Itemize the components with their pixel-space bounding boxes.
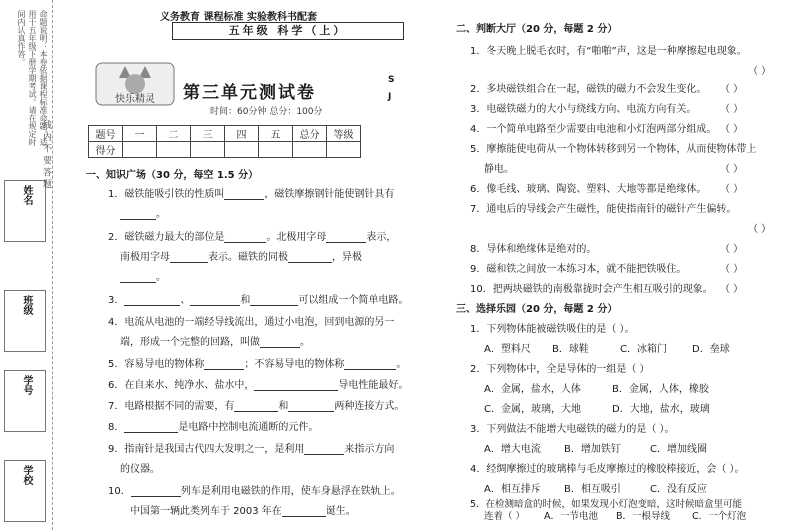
binding-strip — [0, 0, 53, 530]
judge-item-7: 7．通电后的导线会产生磁性，能使指南针的磁针产生偏转。 — [470, 204, 737, 215]
judge-item-1: 1．冬天晚上脱毛衣时，有“啪啪”声，这是一种摩擦起电现象。 — [470, 46, 747, 57]
series-header: 义务教育 课程标准 实验教科书配套 — [160, 12, 317, 23]
choice-option[interactable]: C．金属，玻璃，大地 — [484, 404, 581, 415]
question-8: 8． 是电路中控制电流通断的元件。 — [108, 422, 319, 433]
seal-line-label: 线 内 不 要 答 题 — [41, 120, 51, 189]
score-header: 二 — [157, 126, 191, 142]
question-5: 5．容易导电的物体称 ；不容易导电的物体称 。 — [108, 359, 407, 370]
question-10: 10． 列车是利用电磁铁的作用，使车身悬浮在铁轨上。 — [108, 486, 401, 497]
judge-item-2: 2．多块磁铁组合在一起，磁铁的磁力不会发生变化。 — [470, 84, 707, 95]
judge-answer-4[interactable]: （ ） — [720, 124, 744, 135]
question-9: 9．指南针是我国古代四大发明之一，是利用 来指示方向 — [108, 444, 395, 455]
choice-question-1: 1．下列物体能被磁铁吸住的是（ ）。 — [470, 324, 635, 335]
score-header: 题号 — [89, 126, 123, 142]
choice-options-2a — [484, 380, 709, 395]
question-2-blank: 。 — [120, 268, 166, 283]
judge-item-4: 4．一个简单电路至少需要由电池和小灯泡两部分组成。 — [470, 124, 717, 135]
judge-answer-7[interactable]: （ ） — [748, 224, 772, 235]
question-2: 2．磁铁磁力最大的部位是 。北极用字母 表示， — [108, 232, 397, 243]
score-cell[interactable] — [123, 142, 157, 158]
judge-item-6: 6．像毛线、玻璃、陶瓷、塑料、大地等都是绝缘体。 — [470, 184, 707, 195]
time-score: 时间：60分钟 总分：100分 — [210, 107, 323, 117]
id-field-box — [4, 370, 46, 432]
question-7: 7．电路根据不同的需要，有 和 两种连接方式。 — [108, 401, 405, 412]
class-field-label: 班级 — [21, 295, 32, 315]
judge-answer-6[interactable]: （ ） — [720, 184, 744, 195]
name-field-box — [4, 180, 46, 242]
choice-options-3 — [484, 440, 707, 455]
score-header: 五 — [259, 126, 293, 142]
question-1: 1．磁铁能吸引铁的性质叫 ，磁铁摩擦钢针能使钢针具有 — [108, 189, 395, 200]
score-cell[interactable] — [191, 142, 225, 158]
choice-option[interactable]: B．增加铁钉 — [564, 444, 621, 455]
binding-notice: 命题说明：本卷依据课程标准命题，适用于五年级下册学期考试。请在规定时间内认真作答。 — [17, 10, 48, 146]
school-field-box — [4, 460, 46, 522]
choice-question-4: 4．经绸摩擦过的玻璃棒与毛皮摩擦过的橡胶棒接近，会（ ）。 — [470, 464, 745, 475]
sj-mark: S J — [388, 75, 395, 102]
score-cell[interactable] — [157, 142, 191, 158]
choice-question-5-cont: 连着（ ） A．一节电池 B．一根导线 C．一个灯泡 — [484, 508, 746, 522]
choice-option[interactable]: C．没有反应 — [650, 484, 707, 495]
question-4: 4．电流从电池的一端经导线流出，通过小电泡，回到电源的另一 — [108, 317, 395, 328]
choice-option[interactable]: A．塑料尺 — [484, 344, 531, 355]
choice-question-2: 2．下列物体中，全是导体的一组是（ ） — [470, 364, 650, 375]
choice-option[interactable]: C．增加线圈 — [650, 444, 707, 455]
judge-item-5: 5．摩擦能使电荷从一个物体转移到另一个物体，从而使物体带上 — [470, 144, 757, 155]
choice-option[interactable]: A．相互排斥 — [484, 484, 541, 495]
id-field-label: 学号 — [21, 375, 32, 395]
choice-option[interactable]: A．一节电池 — [544, 511, 598, 522]
question-6: 6．在自来水、纯净水、盐水中， 导电性能最好。 — [108, 380, 409, 391]
score-header: 四 — [225, 126, 259, 142]
score-cell[interactable] — [293, 142, 327, 158]
score-cell[interactable] — [225, 142, 259, 158]
judge-answer-3[interactable]: （ ） — [720, 104, 744, 115]
judge-answer-9[interactable]: （ ） — [720, 264, 744, 275]
judge-answer-10[interactable]: （ ） — [720, 284, 744, 295]
choice-option[interactable]: B．金属，人体，橡胶 — [612, 384, 709, 395]
class-field-box — [4, 290, 46, 352]
judge-answer-2[interactable]: （ ） — [720, 84, 744, 95]
choice-options-1 — [484, 340, 730, 355]
judge-answer-1[interactable]: （ ） — [748, 66, 772, 77]
choice-option[interactable]: C．冰箱门 — [620, 344, 667, 355]
choice-option[interactable]: B．一根导线 — [616, 511, 671, 522]
score-table-score-row — [89, 142, 361, 158]
judge-item-3: 3．电磁铁磁力的大小与绕线方向、电流方向有关。 — [470, 104, 697, 115]
question-3: 3． 、 和 可以组成一个简单电路。 — [108, 295, 409, 306]
score-table — [88, 125, 361, 158]
judge-item-5-cont: 静电。 — [484, 164, 514, 175]
choice-options-2b — [484, 400, 710, 415]
mascot-logo — [95, 62, 175, 106]
logo-text: 快乐精灵 — [115, 94, 155, 105]
question-1-cont: 。 — [120, 205, 166, 220]
choice-option[interactable]: D．垒球 — [692, 344, 730, 355]
score-header: 一 — [123, 126, 157, 142]
name-field-label: 姓名 — [21, 185, 32, 205]
score-row-label: 得分 — [89, 142, 123, 158]
section3-heading: 三、选择乐园（20 分，每题 2 分） — [456, 304, 618, 315]
score-header: 三 — [191, 126, 225, 142]
question-9-cont: 的仪器。 — [120, 464, 160, 475]
question-2-cont: 南极用字母 表示。磁铁的同极 ，异极 — [120, 252, 362, 263]
score-header: 等级 — [327, 126, 361, 142]
score-cell[interactable] — [327, 142, 361, 158]
choice-option[interactable]: B．相互吸引 — [564, 484, 621, 495]
question-10-cont: 中国第一辆此类列车于 2003 年在 诞生。 — [130, 506, 356, 517]
judge-answer-8[interactable]: （ ） — [720, 244, 744, 255]
grade-subject: 五年级 科学（上） — [172, 22, 404, 40]
choice-option[interactable]: A．金属，盐水，人体 — [484, 384, 581, 395]
question-4-cont: 端，形成一个完整的回路，叫做 。 — [120, 337, 310, 348]
section1-heading: 一、知识广场（30 分，每空 1.5 分） — [86, 170, 259, 181]
choice-option[interactable]: D．大地，盐水，玻璃 — [612, 404, 710, 415]
choice-option[interactable]: A．增大电流 — [484, 444, 541, 455]
judge-item-10: 10．把两块磁铁的南极靠拢时会产生相互吸引的现象。 — [470, 284, 713, 295]
judge-answer-5[interactable]: （ ） — [720, 164, 744, 175]
judge-item-8: 8．导体和绝缘体是绝对的。 — [470, 244, 597, 255]
choice-option[interactable]: B．球鞋 — [552, 344, 589, 355]
choice-option[interactable]: C．一个灯泡 — [692, 511, 747, 522]
section2-heading: 二、判断大厅（20 分，每题 2 分） — [456, 24, 618, 35]
choice-question-5: 5．在检测暗盒的时候，如果发现小灯泡变暗，这时候暗盒里可能 — [470, 499, 743, 510]
page-title: 第三单元测试卷 — [183, 83, 316, 103]
score-table-header-row — [89, 126, 361, 142]
school-field-label: 学校 — [21, 465, 32, 485]
choice-question-3: 3．下列做法不能增大电磁铁的磁力的是（ ）。 — [470, 424, 675, 435]
judge-item-9: 9．磁和铁之间放一本练习本，就不能把铁吸住。 — [470, 264, 687, 275]
choice-options-4 — [484, 480, 707, 495]
score-header: 总分 — [293, 126, 327, 142]
score-cell[interactable] — [259, 142, 293, 158]
